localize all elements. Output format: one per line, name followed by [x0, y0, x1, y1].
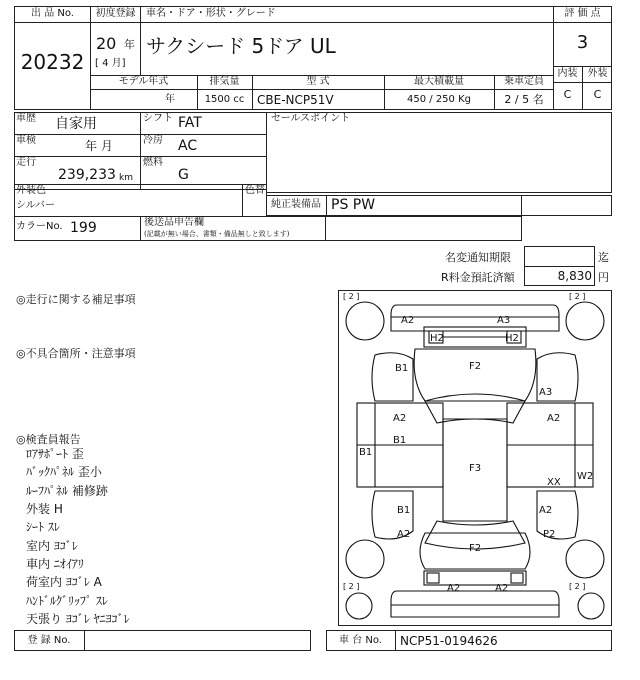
rating-label: 評 価 点 [564, 8, 601, 19]
post-docs-extra [325, 216, 522, 241]
type-label: 型 式 [306, 76, 330, 87]
reg-year: 20 [96, 34, 117, 53]
mark-hood-b1: B1 [395, 363, 409, 374]
reg-month: [ 4 月] [95, 58, 126, 69]
equipment-label: 純正装備品 [271, 199, 321, 210]
exterior-label: 外装 [587, 68, 608, 79]
aircon-label: 冷房 [143, 135, 163, 146]
inspector-line: 車内 ﾆｵｲｱﾘ [26, 557, 84, 571]
max-load-label: 最大積載量 [414, 76, 464, 87]
history-label: 車歴 [16, 113, 36, 124]
displacement: 1500 cc [204, 94, 245, 105]
first-reg-label: 初度登録 [95, 8, 136, 19]
car-name-label: 車名・ドア・形状・グレード [146, 8, 276, 19]
inspector-line: 天張り ﾖｺﾞﾚ ﾔﾆﾖｺﾞﾚ [26, 612, 130, 626]
mileage-value: 239,233 [58, 167, 116, 183]
inspector-line: 外装 H [26, 502, 63, 516]
mileage-unit: km [119, 173, 133, 183]
mark-side-b1: B1 [359, 447, 373, 458]
mark-h2-right: H2 [505, 333, 519, 344]
car-diagram [339, 291, 611, 625]
post-docs-label: 後送品申告欄 [144, 217, 204, 228]
inspector-line: ﾛｱｻﾎﾟｰﾄ 歪 [26, 447, 84, 461]
chassis-label: 車 台 No. [339, 635, 382, 646]
corner-label-tl: [ 2 ] [343, 292, 360, 301]
inspector-line: 荷室内 ﾖｺﾞﾚ A [26, 575, 102, 589]
wheel-rear-right [566, 540, 604, 578]
inspector-line: ﾙｰﾌﾊﾟﾈﾙ 補修跡 [26, 484, 108, 498]
recycle-value: 8,830 [557, 269, 592, 283]
inspector-title: ◎検査員報告 [16, 433, 81, 446]
car-name: サクシード 5ドア UL [146, 34, 336, 58]
hood-panel [414, 349, 536, 401]
car-diagram-frame [338, 290, 612, 626]
color-no-label: カラーNo. [16, 221, 63, 232]
inspection-value: 年 月 [85, 139, 113, 153]
inspector-line: ﾊﾝﾄﾞﾙｸﾞﾘｯﾌﾟ ｽﾚ [26, 594, 108, 608]
post-docs-note: (記載が無い場合、書類・備品無しと致します) [144, 230, 290, 238]
mark-rear-p2: P2 [543, 529, 556, 540]
mark-rear-b1: B1 [397, 505, 411, 516]
mark-fender-a3: A3 [539, 387, 553, 398]
recycle-label: R料金預託済額 [441, 271, 515, 284]
shift-label: シフト [143, 113, 173, 124]
fender-left [372, 353, 413, 401]
model-year-unit: 年 [165, 94, 175, 105]
shift-value: FAT [178, 115, 202, 131]
name-change-label: 名変通知期限 [445, 251, 511, 264]
interior-grade: C [563, 88, 572, 101]
mark-door-left-a2: A2 [393, 413, 407, 424]
capacity: 2 / 5 名 [504, 93, 544, 106]
rating-value: 3 [576, 32, 589, 53]
fuel-label: 燃料 [143, 157, 163, 168]
color-label: 外装色 [16, 185, 46, 196]
capacity-label: 乗車定員 [504, 76, 544, 87]
reg-no-label: 登 録 No. [27, 635, 71, 646]
mark-hood-f2: F2 [469, 361, 482, 372]
model-year-label: モデル年式 [118, 76, 169, 87]
interior-label: 内装 [557, 68, 578, 79]
recycle-unit: 円 [598, 271, 609, 284]
color-no-value: 199 [70, 220, 97, 236]
listing-no-label: 出 品 No. [31, 8, 74, 19]
mark-front-a3: A3 [497, 315, 511, 326]
mark-door-right-a2: A2 [547, 413, 561, 424]
mark-h2-left: H2 [430, 333, 444, 344]
mark-door-b1: B1 [393, 435, 407, 446]
sales-points-label: セールスポイント [271, 113, 351, 124]
fuel-value: G [178, 167, 189, 183]
mark-rear-right-a2: A2 [539, 505, 553, 516]
wheel-rear-left [346, 540, 384, 578]
equipment-value: PS PW [331, 197, 376, 213]
mark-rear-xx: XX [547, 477, 561, 488]
rear-bumper [391, 591, 559, 617]
name-change-field [524, 246, 595, 267]
mark-bumper-a2-right: A2 [495, 583, 509, 594]
inspector-line: ﾊﾞｯｸﾊﾟﾈﾙ 歪小 [26, 465, 102, 479]
driving-notes-title: ◎走行に関する補足事項 [16, 293, 136, 306]
mark-rear-w2: W2 [577, 471, 594, 482]
displacement-label: 排気量 [209, 76, 240, 87]
wheel-front-right [566, 302, 604, 340]
exterior-grade: C [593, 88, 602, 101]
vehicle-type: CBE-NCP51V [257, 93, 334, 107]
inspector-line: ｼｰﾄ ｽﾚ [26, 520, 60, 534]
listing-no: 20232 [20, 50, 85, 74]
inspection-label: 車検 [16, 135, 36, 146]
mark-front-a2: A2 [401, 315, 415, 326]
mark-roof-f3: F3 [469, 463, 482, 474]
reg-year-unit: 年 [124, 38, 135, 51]
inspector-line: 室内 ﾖｺﾞﾚ [26, 539, 78, 553]
corner-label-bl: [ 2 ] [343, 582, 360, 591]
defects-title: ◎不具合箇所・注意事項 [16, 347, 136, 360]
mark-bumper-a2-left: A2 [447, 583, 461, 594]
name-change-suffix: 迄 [598, 251, 609, 264]
equipment-extra-box [521, 195, 612, 216]
mileage-label: 走行 [16, 157, 36, 168]
mark-tail-f2: F2 [469, 543, 482, 554]
corner-label-br: [ 2 ] [569, 582, 586, 591]
mark-rear-left-a2: A2 [397, 529, 411, 540]
wheel-front-left [346, 302, 384, 340]
color-change-label: 色替 [245, 185, 265, 196]
corner-label-tr: [ 2 ] [569, 292, 586, 301]
history-value: 自家用 [55, 116, 97, 132]
max-load: 450 / 250 Kg [407, 94, 471, 105]
color-value: シルバー [16, 200, 56, 211]
sales-points-box [266, 112, 612, 193]
chassis-no: NCP51-0194626 [400, 634, 498, 648]
aircon-value: AC [178, 138, 198, 154]
